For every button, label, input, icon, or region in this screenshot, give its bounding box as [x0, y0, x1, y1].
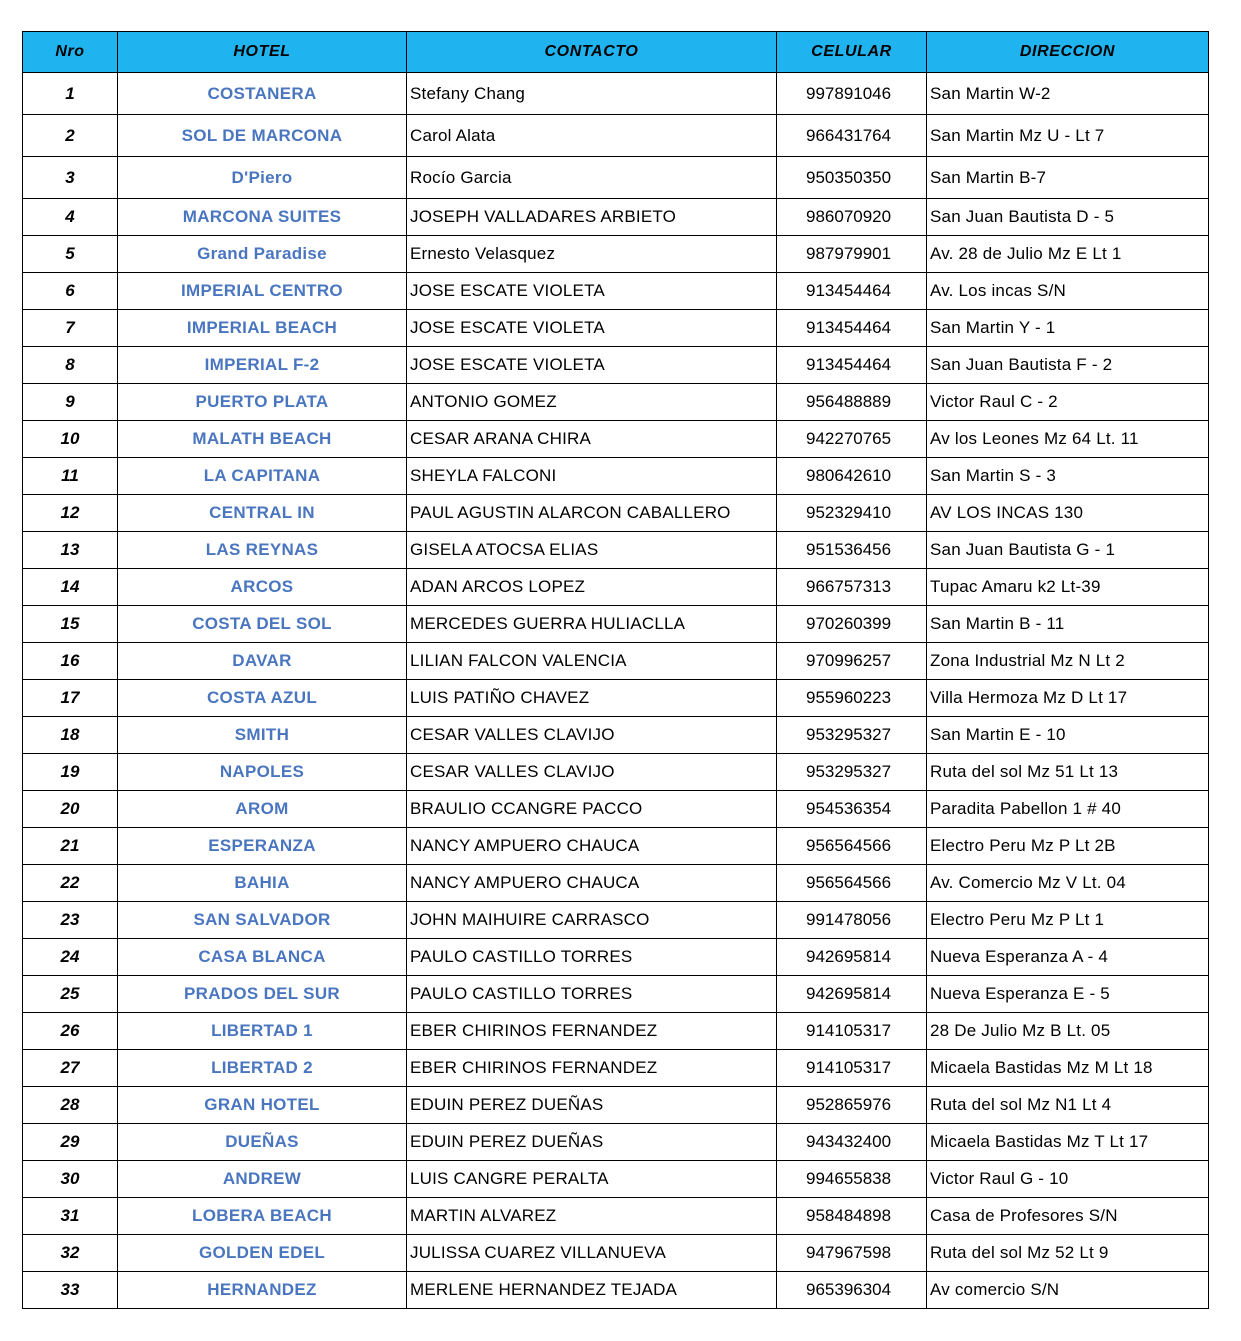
phone-number: 947967598 — [777, 1235, 927, 1272]
row-number: 23 — [23, 902, 118, 939]
address: San Martin B - 11 — [927, 606, 1209, 643]
row-number: 33 — [23, 1272, 118, 1309]
row-number: 18 — [23, 717, 118, 754]
hotel-name: MALATH BEACH — [118, 421, 407, 458]
address: San Martin W-2 — [927, 73, 1209, 115]
table-row — [23, 939, 1209, 976]
table-row — [23, 1235, 1209, 1272]
row-number: 8 — [23, 347, 118, 384]
phone-number: 965396304 — [777, 1272, 927, 1309]
address: Av. 28 de Julio Mz E Lt 1 — [927, 236, 1209, 273]
table-row — [23, 606, 1209, 643]
hotel-name: LA CAPITANA — [118, 458, 407, 495]
phone-number: 951536456 — [777, 532, 927, 569]
hotel-name: AROM — [118, 791, 407, 828]
address: Villa Hermoza Mz D Lt 17 — [927, 680, 1209, 717]
table-row — [23, 384, 1209, 421]
row-number: 29 — [23, 1124, 118, 1161]
header-celular: CELULAR — [777, 32, 927, 73]
contact-name: JULISSA CUAREZ VILLANUEVA — [407, 1235, 777, 1272]
row-number: 1 — [23, 73, 118, 115]
row-number: 27 — [23, 1050, 118, 1087]
row-number: 4 — [23, 199, 118, 236]
table-row — [23, 236, 1209, 273]
table-row — [23, 157, 1209, 199]
phone-number: 987979901 — [777, 236, 927, 273]
hotel-name: ESPERANZA — [118, 828, 407, 865]
phone-number: 970996257 — [777, 643, 927, 680]
phone-number: 914105317 — [777, 1013, 927, 1050]
hotel-name: PUERTO PLATA — [118, 384, 407, 421]
address: Tupac Amaru k2 Lt-39 — [927, 569, 1209, 606]
contact-name: JOSE ESCATE VIOLETA — [407, 310, 777, 347]
contact-name: ANTONIO GOMEZ — [407, 384, 777, 421]
row-number: 21 — [23, 828, 118, 865]
table-row — [23, 310, 1209, 347]
address: Nueva Esperanza E - 5 — [927, 976, 1209, 1013]
address: Electro Peru Mz P Lt 1 — [927, 902, 1209, 939]
hotel-name: Grand Paradise — [118, 236, 407, 273]
phone-number: 955960223 — [777, 680, 927, 717]
table-row — [23, 643, 1209, 680]
row-number: 17 — [23, 680, 118, 717]
phone-number: 991478056 — [777, 902, 927, 939]
hotel-name: IMPERIAL BEACH — [118, 310, 407, 347]
row-number: 14 — [23, 569, 118, 606]
header-direccion: DIRECCION — [927, 32, 1209, 73]
address: Zona Industrial Mz N Lt 2 — [927, 643, 1209, 680]
row-number: 26 — [23, 1013, 118, 1050]
hotel-name: COSTA DEL SOL — [118, 606, 407, 643]
hotel-name: IMPERIAL CENTRO — [118, 273, 407, 310]
hotel-name: BAHIA — [118, 865, 407, 902]
address: Ruta del sol Mz N1 Lt 4 — [927, 1087, 1209, 1124]
address: San Juan Bautista D - 5 — [927, 199, 1209, 236]
contact-name: LUIS PATIÑO CHAVEZ — [407, 680, 777, 717]
hotel-name: CENTRAL IN — [118, 495, 407, 532]
phone-number: 913454464 — [777, 310, 927, 347]
table-row — [23, 1087, 1209, 1124]
hotel-name: GOLDEN EDEL — [118, 1235, 407, 1272]
table-row — [23, 421, 1209, 458]
table-row — [23, 495, 1209, 532]
table-row — [23, 273, 1209, 310]
row-number: 24 — [23, 939, 118, 976]
contact-name: LUIS CANGRE PERALTA — [407, 1161, 777, 1198]
contact-name: Rocío Garcia — [407, 157, 777, 199]
table-row — [23, 865, 1209, 902]
contact-name: EBER CHIRINOS FERNANDEZ — [407, 1013, 777, 1050]
contact-name: GISELA ATOCSA ELIAS — [407, 532, 777, 569]
row-number: 13 — [23, 532, 118, 569]
address: Nueva Esperanza A - 4 — [927, 939, 1209, 976]
table-row — [23, 199, 1209, 236]
table-row — [23, 458, 1209, 495]
address: Victor Raul G - 10 — [927, 1161, 1209, 1198]
header-hotel: HOTEL — [118, 32, 407, 73]
phone-number: 956488889 — [777, 384, 927, 421]
address: San Martin B-7 — [927, 157, 1209, 199]
table-row — [23, 1198, 1209, 1235]
hotel-name: DUEÑAS — [118, 1124, 407, 1161]
hotel-name: NAPOLES — [118, 754, 407, 791]
table-row — [23, 717, 1209, 754]
contact-name: JOHN MAIHUIRE CARRASCO — [407, 902, 777, 939]
row-number: 6 — [23, 273, 118, 310]
contact-name: NANCY AMPUERO CHAUCA — [407, 865, 777, 902]
contact-name: BRAULIO CCANGRE PACCO — [407, 791, 777, 828]
table-row — [23, 791, 1209, 828]
phone-number: 953295327 — [777, 754, 927, 791]
phone-number: 997891046 — [777, 73, 927, 115]
hotel-name: HERNANDEZ — [118, 1272, 407, 1309]
phone-number: 954536354 — [777, 791, 927, 828]
contact-name: CESAR VALLES CLAVIJO — [407, 754, 777, 791]
hotel-name: LIBERTAD 2 — [118, 1050, 407, 1087]
hotel-name: PRADOS DEL SUR — [118, 976, 407, 1013]
hotel-name: MARCONA SUITES — [118, 199, 407, 236]
row-number: 31 — [23, 1198, 118, 1235]
contact-name: EDUIN PEREZ DUEÑAS — [407, 1124, 777, 1161]
phone-number: 913454464 — [777, 347, 927, 384]
hotel-contacts-table — [22, 31, 1209, 1309]
hotel-name: COSTANERA — [118, 73, 407, 115]
hotel-name: SOL DE MARCONA — [118, 115, 407, 157]
address: Paradita Pabellon 1 # 40 — [927, 791, 1209, 828]
table-row — [23, 976, 1209, 1013]
address: Victor Raul C - 2 — [927, 384, 1209, 421]
address: Micaela Bastidas Mz T Lt 17 — [927, 1124, 1209, 1161]
contact-name: SHEYLA FALCONI — [407, 458, 777, 495]
phone-number: 942695814 — [777, 939, 927, 976]
hotel-name: SMITH — [118, 717, 407, 754]
table-row — [23, 569, 1209, 606]
row-number: 32 — [23, 1235, 118, 1272]
row-number: 16 — [23, 643, 118, 680]
phone-number: 986070920 — [777, 199, 927, 236]
row-number: 22 — [23, 865, 118, 902]
phone-number: 956564566 — [777, 828, 927, 865]
phone-number: 956564566 — [777, 865, 927, 902]
hotel-name: GRAN HOTEL — [118, 1087, 407, 1124]
contact-name: Ernesto Velasquez — [407, 236, 777, 273]
table-row — [23, 115, 1209, 157]
row-number: 20 — [23, 791, 118, 828]
phone-number: 966431764 — [777, 115, 927, 157]
phone-number: 913454464 — [777, 273, 927, 310]
address: Micaela Bastidas Mz M Lt 18 — [927, 1050, 1209, 1087]
contact-name: PAULO CASTILLO TORRES — [407, 939, 777, 976]
row-number: 19 — [23, 754, 118, 791]
header-nro: Nro — [23, 32, 118, 73]
contact-name: JOSE ESCATE VIOLETA — [407, 347, 777, 384]
contact-name: LILIAN FALCON VALENCIA — [407, 643, 777, 680]
table-row — [23, 754, 1209, 791]
contact-name: CESAR ARANA CHIRA — [407, 421, 777, 458]
row-number: 5 — [23, 236, 118, 273]
table-row — [23, 680, 1209, 717]
hotel-name: LAS REYNAS — [118, 532, 407, 569]
phone-number: 942270765 — [777, 421, 927, 458]
hotel-name: LIBERTAD 1 — [118, 1013, 407, 1050]
address: 28 De Julio Mz B Lt. 05 — [927, 1013, 1209, 1050]
hotel-name: COSTA AZUL — [118, 680, 407, 717]
table-row — [23, 902, 1209, 939]
address: Av. Comercio Mz V Lt. 04 — [927, 865, 1209, 902]
row-number: 28 — [23, 1087, 118, 1124]
phone-number: 980642610 — [777, 458, 927, 495]
table-row — [23, 1161, 1209, 1198]
hotel-name: ANDREW — [118, 1161, 407, 1198]
address: San Martin Mz U - Lt 7 — [927, 115, 1209, 157]
phone-number: 953295327 — [777, 717, 927, 754]
row-number: 2 — [23, 115, 118, 157]
contact-name: JOSEPH VALLADARES ARBIETO — [407, 199, 777, 236]
contact-name: Stefany Chang — [407, 73, 777, 115]
row-number: 11 — [23, 458, 118, 495]
contact-name: JOSE ESCATE VIOLETA — [407, 273, 777, 310]
contact-name: PAULO CASTILLO TORRES — [407, 976, 777, 1013]
address: San Juan Bautista F - 2 — [927, 347, 1209, 384]
contact-name: NANCY AMPUERO CHAUCA — [407, 828, 777, 865]
table-row — [23, 1272, 1209, 1309]
row-number: 10 — [23, 421, 118, 458]
phone-number: 943432400 — [777, 1124, 927, 1161]
phone-number: 994655838 — [777, 1161, 927, 1198]
hotel-name: LOBERA BEACH — [118, 1198, 407, 1235]
table-row — [23, 1013, 1209, 1050]
phone-number: 966757313 — [777, 569, 927, 606]
header-row — [23, 32, 1209, 73]
phone-number: 970260399 — [777, 606, 927, 643]
phone-number: 950350350 — [777, 157, 927, 199]
phone-number: 958484898 — [777, 1198, 927, 1235]
row-number: 12 — [23, 495, 118, 532]
phone-number: 942695814 — [777, 976, 927, 1013]
row-number: 15 — [23, 606, 118, 643]
contact-name: MERLENE HERNANDEZ TEJADA — [407, 1272, 777, 1309]
address: Ruta del sol Mz 51 Lt 13 — [927, 754, 1209, 791]
table-row — [23, 73, 1209, 115]
address: San Martin Y - 1 — [927, 310, 1209, 347]
row-number: 3 — [23, 157, 118, 199]
address: San Juan Bautista G - 1 — [927, 532, 1209, 569]
hotel-name: CASA BLANCA — [118, 939, 407, 976]
address: Av los Leones Mz 64 Lt. 11 — [927, 421, 1209, 458]
phone-number: 952865976 — [777, 1087, 927, 1124]
address: Ruta del sol Mz 52 Lt 9 — [927, 1235, 1209, 1272]
contact-name: EBER CHIRINOS FERNANDEZ — [407, 1050, 777, 1087]
hotel-name: IMPERIAL F-2 — [118, 347, 407, 384]
header-contacto: CONTACTO — [407, 32, 777, 73]
address: San Martin S - 3 — [927, 458, 1209, 495]
contact-name: EDUIN PEREZ DUEÑAS — [407, 1087, 777, 1124]
address: AV LOS INCAS 130 — [927, 495, 1209, 532]
contact-name: Carol Alata — [407, 115, 777, 157]
table-row — [23, 532, 1209, 569]
hotel-name: D'Piero — [118, 157, 407, 199]
table-row — [23, 1124, 1209, 1161]
row-number: 30 — [23, 1161, 118, 1198]
hotel-name: SAN SALVADOR — [118, 902, 407, 939]
phone-number: 952329410 — [777, 495, 927, 532]
hotel-name: ARCOS — [118, 569, 407, 606]
address: Av. Los incas S/N — [927, 273, 1209, 310]
address: Electro Peru Mz P Lt 2B — [927, 828, 1209, 865]
contact-name: ADAN ARCOS LOPEZ — [407, 569, 777, 606]
contact-name: MERCEDES GUERRA HULIACLLA — [407, 606, 777, 643]
address: Casa de Profesores S/N — [927, 1198, 1209, 1235]
contact-name: MARTIN ALVAREZ — [407, 1198, 777, 1235]
contact-name: PAUL AGUSTIN ALARCON CABALLERO — [407, 495, 777, 532]
row-number: 9 — [23, 384, 118, 421]
address: Av comercio S/N — [927, 1272, 1209, 1309]
contact-name: CESAR VALLES CLAVIJO — [407, 717, 777, 754]
hotel-name: DAVAR — [118, 643, 407, 680]
address: San Martin E - 10 — [927, 717, 1209, 754]
table-row — [23, 347, 1209, 384]
table-row — [23, 1050, 1209, 1087]
row-number: 25 — [23, 976, 118, 1013]
table-row — [23, 828, 1209, 865]
phone-number: 914105317 — [777, 1050, 927, 1087]
row-number: 7 — [23, 310, 118, 347]
table-body — [23, 73, 1209, 1309]
